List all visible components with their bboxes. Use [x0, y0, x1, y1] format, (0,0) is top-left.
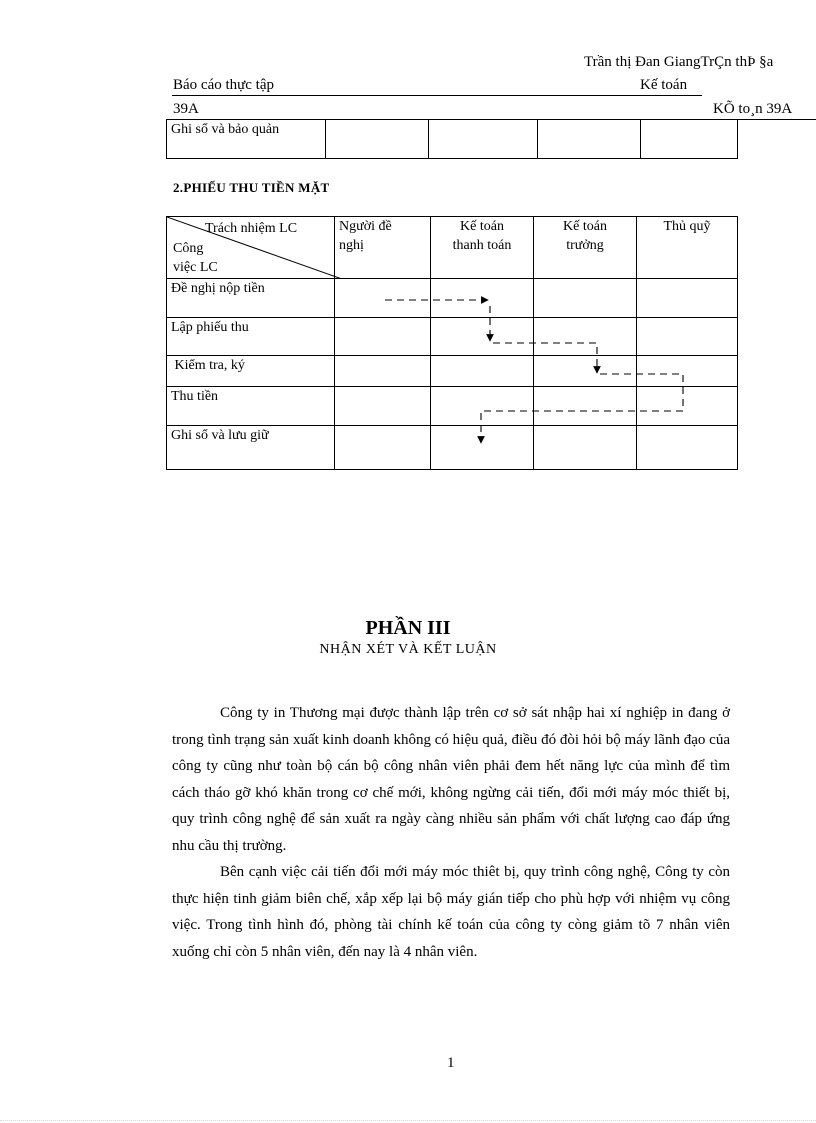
row-label-check-sign: Kiểm tra, ký	[167, 356, 335, 387]
part-title: PHẦN III	[365, 617, 451, 639]
column-header-payment-accountant	[431, 217, 534, 279]
row-label-create-receipt: Lập phiếu thu	[167, 318, 335, 356]
row-label-propose-payment: Đề nghị nộp tiền	[167, 279, 335, 318]
header-underline-1	[172, 95, 702, 96]
row-label-record-store: Ghi sổ và lưu giữ	[167, 426, 335, 470]
column-header-line: nghị	[339, 238, 364, 253]
top-table	[166, 119, 738, 159]
column-header-line: trưởng	[566, 238, 604, 253]
column-header-chief-accountant	[534, 217, 637, 279]
column-header-line: Người đề	[339, 219, 392, 234]
top-table-row-label: Ghi sổ và bảo quản	[167, 120, 326, 159]
corner-label-responsibility: Trách nhiệm LC	[205, 221, 298, 236]
column-header-line: thanh toán	[452, 238, 512, 253]
top-table-cell	[538, 120, 641, 159]
top-table-cell	[326, 120, 429, 159]
section-title: 2.PHIẾU THU TIỀN MẶT	[173, 180, 330, 195]
column-header-cashier	[637, 217, 738, 279]
header-department: Kế toán	[640, 77, 688, 93]
paragraph-2: Bên cạnh việc cải tiến đổi mới máy móc thiêt bị, quy trình công nghệ, Công ty còn thực hiện tinh giảm biên chế, xắp xếp lại bộ máy gián tiếp cho phù hợp với nhiệm vụ công việc. Trong tình hình đó, phòng tài chính kế toán của công ty còng giảm tõ 7 nhân viên xuống chỉ còn 5 nhân viên, đến nay là 4 nhân viên.	[172, 864, 730, 960]
part-subtitle: NHẬN XÉT VÀ KẾT LUẬN	[319, 642, 497, 657]
column-header-line: Kế toán	[563, 219, 607, 234]
flow-table	[166, 216, 738, 470]
page-bottom-edge	[0, 1120, 816, 1121]
header-class-left: 39A	[173, 101, 199, 117]
header-class-right: KÕ to¸n 39A	[713, 101, 793, 117]
corner-label-work-2: việc LC	[173, 260, 218, 275]
column-header-line: Kế toán	[460, 219, 504, 234]
top-table-cell	[429, 120, 538, 159]
column-header-proposer	[335, 217, 431, 279]
corner-header-cell	[167, 217, 335, 279]
column-header-line: Thủ quỹ	[663, 219, 711, 234]
corner-label-work-1: Công	[173, 241, 204, 256]
paragraph-1: Công ty in Thương mại được thành lập trên cơ sở sát nhập hai xí nghiệp in đang ở trong tình trạng sản xuất kinh doanh không có hiệu quả, điều đó đòi hỏi bộ máy lãnh đạo của công ty cũng như toàn bộ cán bộ công nhân viên phải đem hết năng lực của mình để tìm cách tháo gỡ khó khăn trong cơ chế mới, không ngừng cải tiến, đổi mới máy móc thiết bị, quy trình công nghệ để sản xuất ra ngày càng nhiều sản phẩm với chất lượng cao đáp ứng nhu cầu thị trường.	[172, 705, 730, 854]
row-label-collect-money: Thu tiền	[167, 387, 335, 426]
header-author: Trần thị Đan GiangTrÇn thÞ §a	[584, 54, 774, 70]
page-number: 1	[447, 1055, 455, 1071]
top-table-cell	[641, 120, 738, 159]
header-report-title: Báo cáo thực tập	[173, 77, 275, 93]
